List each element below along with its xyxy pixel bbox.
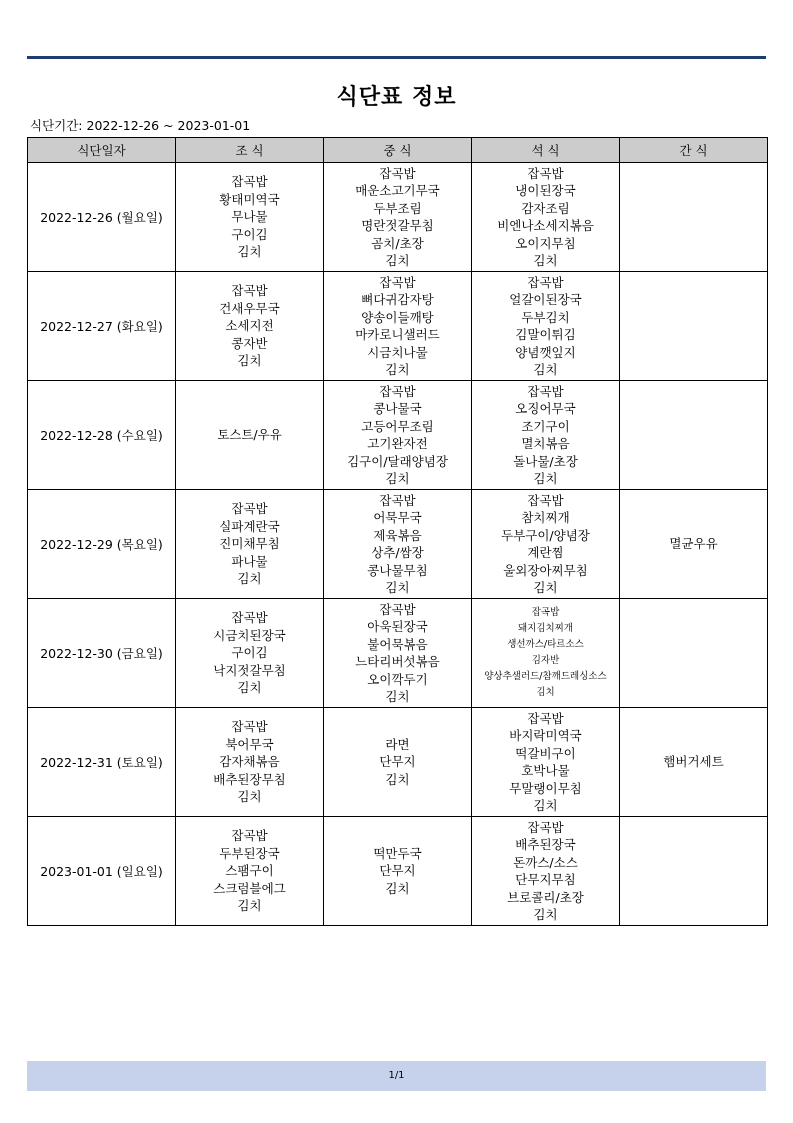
lunch-cell xyxy=(324,817,472,926)
menu-item: 잡곡밥 xyxy=(231,719,268,735)
table-row xyxy=(28,163,768,272)
menu-item: 콩나물국 xyxy=(373,401,422,416)
menu-item: 잡곡밥 xyxy=(379,601,416,617)
menu-item: 오이지무침 xyxy=(515,235,576,251)
menu-item: 명란젓갈무침 xyxy=(361,218,434,233)
menu-item: 김치 xyxy=(533,362,558,377)
menu-item: 두부된장국 xyxy=(219,845,280,861)
menu-item: 바지락미역국 xyxy=(509,728,582,743)
menu-item: 황태미역국 xyxy=(219,191,280,207)
menu-item: 참치찌개 xyxy=(521,510,570,525)
breakfast-cell xyxy=(176,272,324,381)
menu-item: 아욱된장국 xyxy=(367,619,428,634)
header-dinner: 석 식 xyxy=(472,138,620,163)
menu-item: 건새우무국 xyxy=(219,300,280,316)
menu-item: 돼지김치찌개 xyxy=(517,623,574,634)
menu-item: 무나물 xyxy=(231,209,268,225)
menu-item: 토스트/우유 xyxy=(217,427,282,443)
meal-date-cell: 2022-12-30 (금요일) xyxy=(28,599,176,708)
menu-item: 잡곡밥 xyxy=(231,174,268,190)
menu-item: 상추/쌈장 xyxy=(371,545,424,560)
menu-item: 멸치볶음 xyxy=(521,436,570,451)
menu-item: 잡곡밥 xyxy=(379,383,416,399)
dinner-cell xyxy=(472,490,620,599)
menu-item: 두부김치 xyxy=(521,309,570,325)
dinner-cell xyxy=(472,163,620,272)
menu-item: 김치 xyxy=(237,571,262,587)
menu-item: 김치 xyxy=(533,471,558,486)
menu-item: 매운소고기무국 xyxy=(355,183,440,198)
menu-item: 멸균우유 xyxy=(669,536,718,552)
lunch-cell xyxy=(324,599,472,708)
menu-item: 스크럼블에그 xyxy=(213,880,286,896)
menu-item: 잡곡밥 xyxy=(527,710,564,726)
breakfast-cell xyxy=(176,490,324,599)
menu-item: 조기구이 xyxy=(521,418,570,434)
meal-period: 식단기간: 2022-12-26 ~ 2023-01-01 xyxy=(30,118,251,133)
meal-date-cell: 2022-12-31 (토요일) xyxy=(28,708,176,817)
menu-item: 단무지 xyxy=(379,754,416,770)
menu-item: 단무지무침 xyxy=(515,872,576,887)
menu-item: 김치 xyxy=(237,898,262,914)
menu-item: 감자조림 xyxy=(521,200,570,216)
lunch-cell xyxy=(324,163,472,272)
menu-item: 양념깻잎지 xyxy=(515,344,576,360)
breakfast-cell xyxy=(176,163,324,272)
table-row xyxy=(28,708,768,817)
menu-item: 고등어무조림 xyxy=(361,418,434,434)
menu-item: 잡곡밥 xyxy=(527,819,564,835)
menu-item: 어묵무국 xyxy=(373,510,422,525)
meal-table xyxy=(27,137,768,926)
menu-item: 잡곡밥 xyxy=(527,492,564,508)
snack-cell xyxy=(620,272,768,381)
menu-item: 실파계란국 xyxy=(219,518,280,534)
menu-item: 소세지전 xyxy=(225,318,274,334)
menu-item: 잡곡밥 xyxy=(527,274,564,290)
meal-date-cell: 2022-12-26 (월요일) xyxy=(28,163,176,272)
menu-item: 잡곡밥 xyxy=(379,492,416,508)
table-row xyxy=(28,381,768,490)
header-snack: 간 식 xyxy=(620,138,768,163)
menu-item: 단무지 xyxy=(379,863,416,879)
breakfast-cell xyxy=(176,599,324,708)
snack-cell xyxy=(620,381,768,490)
menu-item: 햄버거세트 xyxy=(663,754,724,770)
menu-item: 북어무국 xyxy=(225,736,274,752)
dinner-cell xyxy=(472,708,620,817)
menu-item: 잡곡밥 xyxy=(231,283,268,299)
menu-item: 김치 xyxy=(237,680,262,696)
dinner-cell xyxy=(472,272,620,381)
menu-item: 김치 xyxy=(385,771,410,787)
menu-item: 울외장아찌무침 xyxy=(503,562,588,578)
menu-item: 잡곡밥 xyxy=(231,828,268,844)
menu-item: 마카로니샐러드 xyxy=(355,327,440,342)
menu-item: 시금치된장국 xyxy=(213,627,286,643)
snack-cell xyxy=(620,817,768,926)
menu-item: 오이깍두기 xyxy=(367,671,428,687)
menu-item: 구이김 xyxy=(231,645,268,661)
menu-item: 떡갈비구이 xyxy=(515,745,576,761)
menu-item: 불어묵볶음 xyxy=(367,636,428,652)
menu-item: 떡만두국 xyxy=(373,845,422,861)
meal-date-cell: 2022-12-29 (목요일) xyxy=(28,490,176,599)
table-row xyxy=(28,490,768,599)
menu-item: 김치 xyxy=(385,580,410,595)
menu-item: 파나물 xyxy=(231,553,268,569)
menu-item: 배추된장무침 xyxy=(213,771,286,787)
meal-date-cell: 2022-12-27 (화요일) xyxy=(28,272,176,381)
menu-item: 비엔나소세지볶음 xyxy=(497,218,594,233)
snack-cell xyxy=(620,708,768,817)
menu-item: 스팸구이 xyxy=(225,863,274,879)
menu-item: 호박나물 xyxy=(521,763,570,778)
menu-item: 두부구이/양념장 xyxy=(501,527,590,543)
menu-item: 냉이된장국 xyxy=(515,183,576,198)
menu-item: 느타리버섯볶음 xyxy=(355,654,440,669)
menu-item: 잡곡밥 xyxy=(379,274,416,290)
menu-item: 양상추샐러드/참깨드레싱소스 xyxy=(484,671,607,682)
menu-item: 무말랭이무침 xyxy=(509,780,582,796)
snack-cell xyxy=(620,599,768,708)
table-row xyxy=(28,599,768,708)
menu-item: 김치 xyxy=(533,580,558,595)
menu-item: 시금치나물 xyxy=(367,344,428,360)
menu-item: 오징어무국 xyxy=(515,401,576,416)
menu-item: 낙지젓갈무침 xyxy=(213,662,286,678)
header-breakfast: 조 식 xyxy=(176,138,324,163)
menu-item: 뼈다귀감자탕 xyxy=(361,292,434,307)
table-row xyxy=(28,272,768,381)
menu-item: 콩나물무침 xyxy=(367,562,428,578)
menu-item: 진미채무침 xyxy=(219,536,280,552)
lunch-cell xyxy=(324,708,472,817)
table-row xyxy=(28,817,768,926)
page-title: 식단표 정보 xyxy=(336,85,457,110)
menu-item: 김치 xyxy=(237,353,262,369)
menu-item: 제육볶음 xyxy=(373,527,422,543)
table-header-row xyxy=(28,138,768,163)
menu-item: 김자반 xyxy=(531,655,560,666)
menu-item: 양송이들깨탕 xyxy=(361,309,434,325)
menu-item: 김치 xyxy=(237,789,262,805)
menu-item: 김구이/달래양념장 xyxy=(347,453,448,469)
breakfast-cell xyxy=(176,381,324,490)
menu-item: 잡곡밥 xyxy=(231,501,268,517)
menu-item: 잡곡밥 xyxy=(379,165,416,181)
menu-item: 감자채볶음 xyxy=(219,754,280,770)
menu-item: 김치 xyxy=(237,244,262,260)
lunch-cell xyxy=(324,490,472,599)
menu-item: 얼갈이된장국 xyxy=(509,292,582,307)
menu-item: 라면 xyxy=(385,736,410,752)
menu-item: 두부조림 xyxy=(373,200,422,216)
menu-item: 김치 xyxy=(385,689,410,704)
breakfast-cell xyxy=(176,708,324,817)
lunch-cell xyxy=(324,272,472,381)
menu-item: 돈까스/소스 xyxy=(513,854,578,870)
menu-item: 김치 xyxy=(536,687,555,698)
menu-item: 잡곡밥 xyxy=(527,165,564,181)
lunch-cell xyxy=(324,381,472,490)
menu-item: 김치 xyxy=(385,471,410,486)
meal-date-cell: 2022-12-28 (수요일) xyxy=(28,381,176,490)
snack-cell xyxy=(620,163,768,272)
menu-item: 김치 xyxy=(533,798,558,813)
menu-item: 김치 xyxy=(533,253,558,268)
menu-item: 브로콜리/초장 xyxy=(507,889,584,905)
menu-item: 잡곡밥 xyxy=(531,607,560,618)
menu-item: 곰치/초장 xyxy=(371,235,424,251)
breakfast-cell xyxy=(176,817,324,926)
menu-item: 구이김 xyxy=(231,226,268,242)
dinner-cell xyxy=(472,381,620,490)
menu-item: 배추된장국 xyxy=(515,837,576,852)
menu-item: 잡곡밥 xyxy=(231,610,268,626)
menu-item: 김치 xyxy=(385,362,410,377)
menu-item: 고기완자전 xyxy=(367,436,428,451)
top-rule xyxy=(27,56,766,59)
dinner-cell xyxy=(472,599,620,708)
table-body xyxy=(28,163,768,926)
menu-item: 계란찜 xyxy=(527,545,564,560)
dinner-cell xyxy=(472,817,620,926)
header-date: 식단일자 xyxy=(28,138,176,163)
menu-item: 김말이튀김 xyxy=(515,327,576,342)
menu-item: 생선까스/타르소스 xyxy=(507,639,584,650)
menu-item: 돌나물/초장 xyxy=(513,453,578,469)
page-footer xyxy=(27,1061,766,1091)
meal-date-cell: 2023-01-01 (일요일) xyxy=(28,817,176,926)
header-lunch: 중 식 xyxy=(324,138,472,163)
menu-item: 콩자반 xyxy=(231,335,268,351)
menu-item: 김치 xyxy=(385,880,410,896)
menu-item: 김치 xyxy=(533,907,558,922)
snack-cell xyxy=(620,490,768,599)
menu-item: 김치 xyxy=(385,253,410,268)
menu-item: 잡곡밥 xyxy=(527,383,564,399)
page-number: 1/1 xyxy=(388,1070,405,1081)
